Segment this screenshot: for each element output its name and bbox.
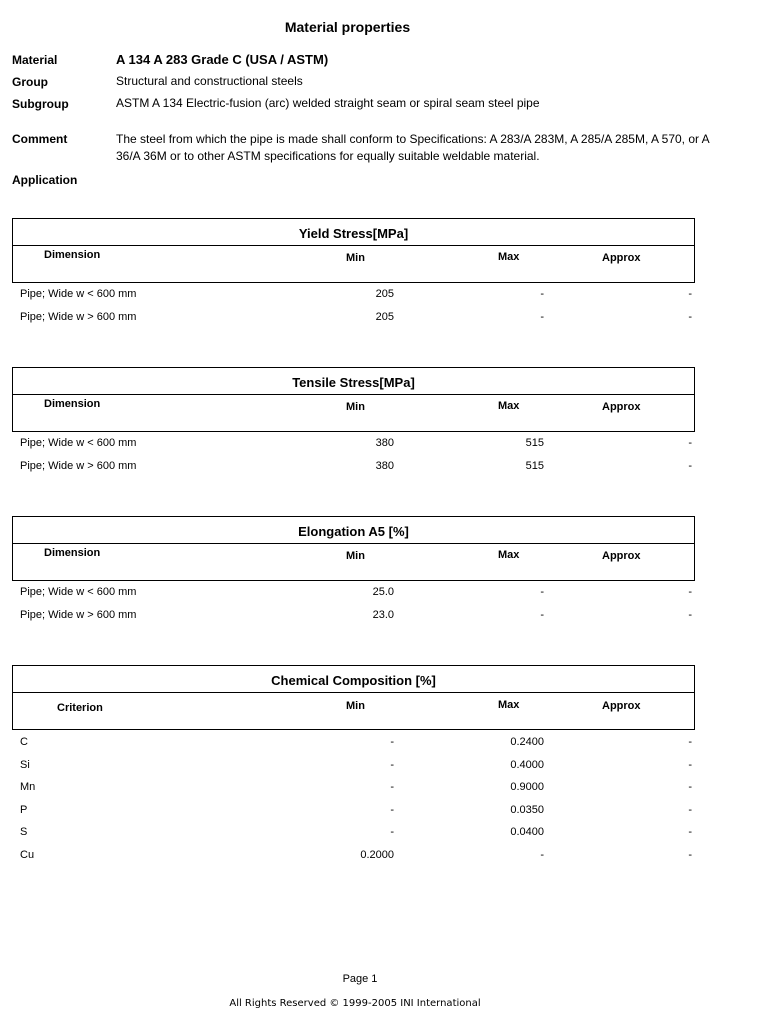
group-value: Structural and constructional steels (116, 74, 303, 88)
chemical-composition-header-box (12, 665, 695, 730)
subgroup-label: Subgroup (12, 97, 69, 111)
approx-header: Approx (602, 700, 641, 712)
comment-value: The steel from which the pipe is made shall conform to Specifications: A 283/A 283M, A 285/A 285M, A 570, or A 36/A 36M or to other ASTM specifications for equally suitable weldable material. (116, 132, 710, 163)
row-approx: - (688, 288, 692, 300)
tensile-stress-title: Tensile Stress[MPa] (292, 375, 415, 390)
application-label: Application (12, 173, 78, 187)
row-element: Si (20, 759, 30, 771)
row-approx: - (688, 460, 692, 472)
min-header: Min (346, 550, 365, 562)
min-header: Min (346, 401, 365, 413)
row-max: - (540, 586, 544, 598)
table-row (0, 736, 768, 758)
table-row (0, 437, 768, 459)
row-max: - (540, 288, 544, 300)
table-row (0, 311, 768, 333)
max-header: Max (498, 549, 520, 561)
table-row (0, 288, 768, 310)
row-dimension: Pipe; Wide w > 600 mm (20, 609, 137, 621)
tensile-stress-header-box (12, 367, 695, 432)
table-row (0, 460, 768, 482)
header-divider (13, 394, 694, 395)
max-header: Max (498, 699, 520, 711)
table-row (0, 826, 768, 848)
row-min: - (390, 826, 394, 838)
row-min: 0.2000 (360, 849, 394, 861)
row-element: P (20, 804, 28, 816)
row-min: 380 (375, 437, 394, 449)
row-max: 0.2400 (510, 736, 544, 748)
row-approx: - (688, 849, 692, 861)
row-dimension: Pipe; Wide w < 600 mm (20, 437, 137, 449)
yield-stress-title: Yield Stress[MPa] (298, 226, 409, 241)
material-value: A 134 A 283 Grade C (USA / ASTM) (116, 52, 329, 67)
page-title: Material properties (284, 19, 411, 35)
elongation-title: Elongation A5 [%] (298, 524, 409, 539)
copyright-notice: All Rights Reserved © 1999-2005 INI International (229, 998, 481, 1009)
row-element: Cu (20, 849, 35, 861)
row-max: 515 (525, 437, 544, 449)
table-row (0, 781, 768, 803)
material-label: Material (12, 53, 58, 67)
row-approx: - (688, 586, 692, 598)
row-min: - (390, 736, 394, 748)
row-max: 0.0400 (510, 826, 544, 838)
table-row (0, 759, 768, 781)
row-approx: - (688, 781, 692, 793)
header-divider (13, 692, 694, 693)
table-row (0, 804, 768, 826)
max-header: Max (498, 251, 520, 263)
row-min: 25.0 (372, 586, 394, 598)
subgroup-value: ASTM A 134 Electric-fusion (arc) welded straight seam or spiral seam steel pipe (116, 96, 540, 110)
approx-header: Approx (602, 401, 641, 413)
table-row (0, 586, 768, 608)
row-min: - (390, 804, 394, 816)
comment-label: Comment (12, 132, 68, 146)
chemical-composition-title: Chemical Composition [%] (271, 673, 436, 688)
row-min: 23.0 (372, 609, 394, 621)
max-header: Max (498, 400, 520, 412)
row-max: - (540, 609, 544, 621)
row-approx: - (688, 826, 692, 838)
row-max: - (540, 311, 544, 323)
table-row (0, 609, 768, 631)
elongation-header-box (12, 516, 695, 581)
row-min: 380 (375, 460, 394, 472)
header-divider (13, 245, 694, 246)
row-approx: - (688, 609, 692, 621)
approx-header: Approx (602, 252, 641, 264)
row-approx: - (688, 804, 692, 816)
row-approx: - (688, 759, 692, 771)
min-header: Min (346, 700, 365, 712)
row-min: - (390, 781, 394, 793)
row-approx: - (688, 311, 692, 323)
row-max: - (540, 849, 544, 861)
row-max: 0.0350 (510, 804, 544, 816)
row-min: - (390, 759, 394, 771)
criterion-header: Criterion (57, 702, 103, 714)
dimension-header: Dimension (44, 249, 101, 261)
row-min: 205 (375, 311, 394, 323)
page-number: Page 1 (342, 973, 378, 985)
min-header: Min (346, 252, 365, 264)
dimension-header: Dimension (44, 547, 101, 559)
row-max: 0.4000 (510, 759, 544, 771)
row-min: 205 (375, 288, 394, 300)
row-approx: - (688, 437, 692, 449)
header-divider (13, 543, 694, 544)
row-dimension: Pipe; Wide w < 600 mm (20, 586, 137, 598)
row-max: 515 (525, 460, 544, 472)
row-element: C (20, 736, 28, 748)
table-row (0, 849, 768, 871)
row-dimension: Pipe; Wide w > 600 mm (20, 311, 137, 323)
row-dimension: Pipe; Wide w < 600 mm (20, 288, 137, 300)
dimension-header: Dimension (44, 398, 101, 410)
group-label: Group (12, 75, 48, 89)
approx-header: Approx (602, 550, 641, 562)
row-dimension: Pipe; Wide w > 600 mm (20, 460, 137, 472)
row-approx: - (688, 736, 692, 748)
row-element: Mn (20, 781, 36, 793)
row-element: S (20, 826, 28, 838)
row-max: 0.9000 (510, 781, 544, 793)
yield-stress-header-box (12, 218, 695, 283)
